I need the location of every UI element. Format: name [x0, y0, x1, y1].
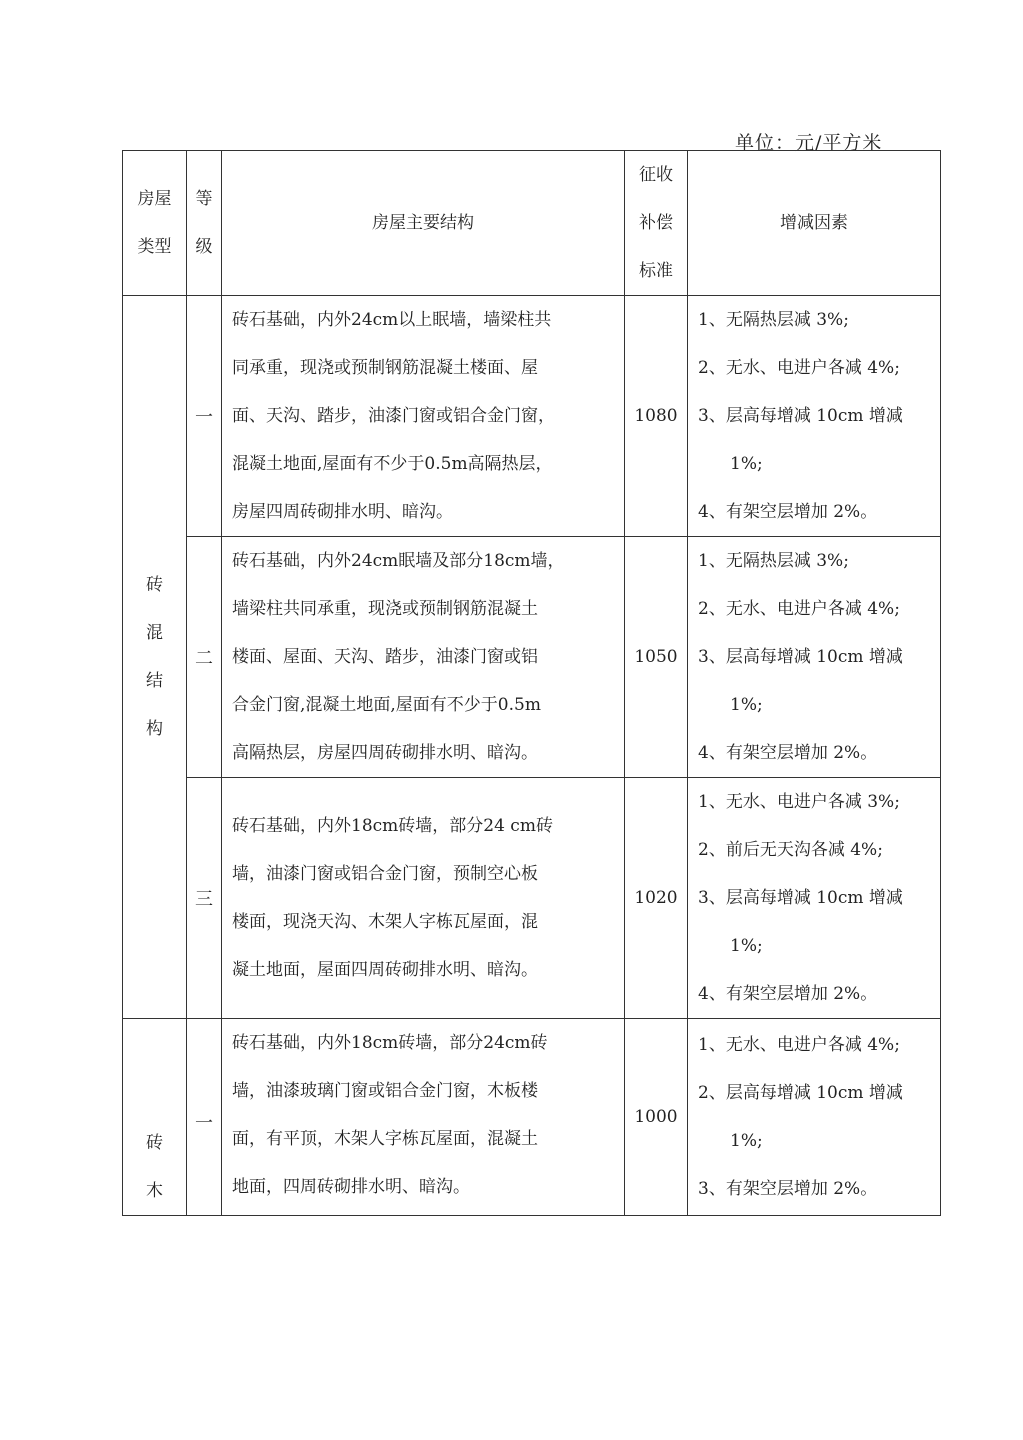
header-type	[123, 151, 187, 296]
factor-line: 3、层高每增减 10cm 增减	[698, 647, 903, 667]
structure-line: 合金门窗,混凝土地面,屋面有不少于0.5m	[232, 695, 541, 715]
structure-line: 混凝土地面,屋面有不少于0.5m高隔热层，	[232, 454, 553, 474]
factor-line: 4、有架空层增加 2%。	[698, 743, 878, 763]
type-cell-brick-wood	[123, 1019, 187, 1216]
header-price-line: 标准	[639, 261, 673, 281]
factor-line: 3、有架空层增加 2%。	[698, 1179, 878, 1199]
factors-cell	[688, 778, 941, 1019]
structure-line: 楼面，现浇天沟、木架人字栋瓦屋面，混	[232, 912, 538, 932]
factor-line: 1、无隔热层减 3%;	[698, 310, 849, 330]
structure-line: 房屋四周砖砌排水明、暗沟。	[232, 502, 453, 522]
structure-cell	[222, 537, 625, 778]
structure-line: 面、天沟、踏步，油漆门窗或铝合金门窗，	[232, 406, 555, 426]
unit-label: 单位：元/平方米	[735, 132, 883, 154]
table-header-row	[123, 151, 941, 296]
factor-line: 1%;	[730, 695, 763, 715]
factor-line: 1、无隔热层减 3%;	[698, 551, 849, 571]
table-row	[123, 1019, 941, 1216]
header-grade	[187, 151, 222, 296]
grade-cell: 一	[187, 296, 222, 537]
price-cell: 1000	[625, 1019, 688, 1216]
structure-line: 墙梁柱共同承重，现浇或预制钢筋混凝土	[232, 599, 538, 619]
table-row	[123, 296, 941, 537]
grade-cell: 一	[187, 1019, 222, 1216]
type-char: 结	[146, 671, 163, 691]
type-char: 砖	[146, 575, 163, 595]
grade-cell: 三	[187, 778, 222, 1019]
structure-cell	[222, 778, 625, 1019]
factor-line: 1、无水、电进户各减 3%;	[698, 792, 900, 812]
type-cell-brick-concrete	[123, 296, 187, 1019]
factor-line: 1%;	[730, 936, 763, 956]
structure-cell	[222, 296, 625, 537]
structure-line: 高隔热层，房屋四周砖砌排水明、暗沟。	[232, 743, 538, 763]
factor-line: 1%;	[730, 1131, 763, 1151]
factor-line: 2、前后无天沟各减 4%;	[698, 840, 883, 860]
header-type-line: 类型	[137, 237, 172, 257]
header-type-line: 房屋	[137, 189, 172, 209]
structure-cell	[222, 1019, 625, 1216]
type-char: 构	[146, 719, 163, 739]
factor-line: 4、有架空层增加 2%。	[698, 502, 878, 522]
compensation-table	[122, 150, 941, 1216]
factor-line: 4、有架空层增加 2%。	[698, 984, 878, 1004]
header-factors: 增减因素	[688, 151, 941, 296]
header-price-line: 征收	[639, 165, 673, 185]
factor-line: 2、无水、电进户各减 4%;	[698, 358, 900, 378]
factors-cell	[688, 537, 941, 778]
header-grade-line: 级	[195, 237, 213, 257]
factors-cell	[688, 1019, 941, 1216]
structure-line: 砖石基础，内外24cm眠墙及部分18cm墙，	[232, 551, 565, 571]
factor-line: 1%;	[730, 454, 763, 474]
structure-line: 同承重，现浇或预制钢筋混凝土楼面、屋	[232, 358, 538, 378]
factor-line: 2、无水、电进户各减 4%;	[698, 599, 900, 619]
structure-line: 凝土地面，屋面四周砖砌排水明、暗沟。	[232, 960, 538, 980]
table-row	[123, 537, 941, 778]
structure-line: 墙，油漆玻璃门窗或铝合金门窗，木板楼	[232, 1081, 538, 1101]
price-cell: 1080	[625, 296, 688, 537]
price-cell: 1050	[625, 537, 688, 778]
structure-line: 地面，四周砖砌排水明、暗沟。	[232, 1177, 470, 1197]
structure-line: 墙，油漆门窗或铝合金门窗，预制空心板	[232, 864, 538, 884]
factor-line: 1、无水、电进户各减 4%;	[698, 1035, 900, 1055]
structure-line: 面，有平顶，木架人字栋瓦屋面，混凝土	[232, 1129, 538, 1149]
header-price-line: 补偿	[639, 213, 673, 233]
structure-line: 砖石基础，内外18cm砖墙，部分24 cm砖	[232, 816, 553, 836]
header-grade-line: 等	[195, 189, 213, 209]
structure-line: 砖石基础，内外24cm以上眠墙，墙梁柱共	[232, 310, 552, 330]
price-cell: 1020	[625, 778, 688, 1019]
structure-line: 楼面、屋面、天沟、踏步，油漆门窗或铝	[232, 647, 538, 667]
factor-line: 3、层高每增减 10cm 增减	[698, 888, 903, 908]
structure-line: 砖石基础，内外18cm砖墙，部分24cm砖	[232, 1033, 548, 1053]
type-char: 木	[146, 1181, 163, 1201]
table-row	[123, 778, 941, 1019]
type-char: 砖	[146, 1133, 163, 1153]
type-char: 混	[146, 623, 163, 643]
grade-cell: 二	[187, 537, 222, 778]
factors-cell	[688, 296, 941, 537]
factor-line: 2、层高每增减 10cm 增减	[698, 1083, 903, 1103]
header-price	[625, 151, 688, 296]
factor-line: 3、层高每增减 10cm 增减	[698, 406, 903, 426]
header-structure: 房屋主要结构	[222, 151, 625, 296]
